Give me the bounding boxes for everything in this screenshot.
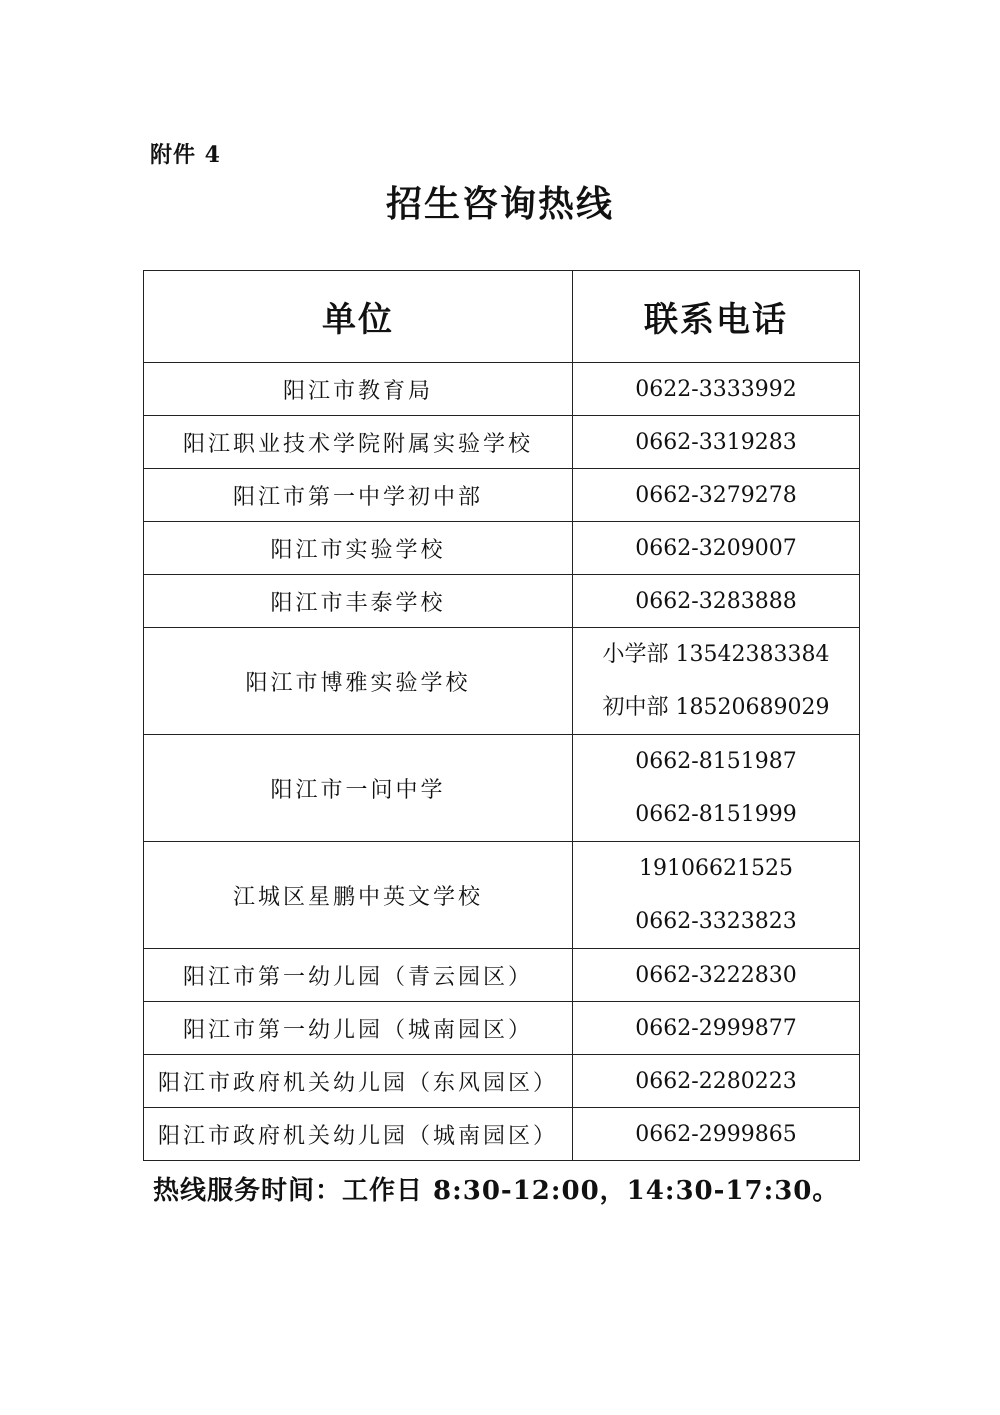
- unit-cell: 阳江市第一中学初中部: [144, 469, 573, 522]
- phone-line: 小学部 13542383384: [602, 642, 830, 667]
- unit-cell: 阳江市教育局: [144, 363, 573, 416]
- phone-line: 0662-3323823: [635, 909, 797, 934]
- column-header-unit: 单位: [144, 271, 573, 363]
- table-row: [144, 363, 860, 416]
- table-row: [144, 842, 860, 949]
- unit-cell: 阳江职业技术学院附属实验学校: [144, 416, 573, 469]
- table-header-row: [144, 271, 860, 363]
- phone-cell: 0662-2999865: [573, 1108, 860, 1161]
- column-header-phone: 联系电话: [573, 271, 860, 363]
- unit-cell: 阳江市一问中学: [144, 735, 573, 842]
- table-row: [144, 1002, 860, 1055]
- unit-cell: 阳江市博雅实验学校: [144, 628, 573, 735]
- table-row: [144, 416, 860, 469]
- table-row: [144, 1108, 860, 1161]
- document-title: 招生咨询热线: [385, 183, 614, 225]
- phone-cell: 0662-2999877: [573, 1002, 860, 1055]
- unit-cell: 阳江市第一幼儿园（青云园区）: [144, 949, 573, 1002]
- unit-cell: 阳江市第一幼儿园（城南园区）: [144, 1002, 573, 1055]
- phone-line: 0662-8151987: [635, 749, 797, 774]
- service-hours-note: 热线服务时间：工作日 8:30-12:00，14:30-17:30。: [153, 1176, 840, 1206]
- phone-line: 19106621525: [639, 856, 793, 881]
- phone-cell: [573, 628, 860, 735]
- phone-cell: 0662-3222830: [573, 949, 860, 1002]
- phone-cell: 0622-3333992: [573, 363, 860, 416]
- phone-cell: 0662-3209007: [573, 522, 860, 575]
- table-row: [144, 575, 860, 628]
- unit-cell: 江城区星鹏中英文学校: [144, 842, 573, 949]
- table-row: [144, 735, 860, 842]
- phone-cell: 0662-3279278: [573, 469, 860, 522]
- table-row: [144, 1055, 860, 1108]
- unit-cell: 阳江市政府机关幼儿园（城南园区）: [144, 1108, 573, 1161]
- unit-cell: 阳江市丰泰学校: [144, 575, 573, 628]
- phone-cell: 0662-3283888: [573, 575, 860, 628]
- table-row: [144, 522, 860, 575]
- phone-cell: 0662-2280223: [573, 1055, 860, 1108]
- phone-line: 初中部 18520689029: [602, 695, 830, 720]
- phone-cell: [573, 842, 860, 949]
- phone-cell: 0662-3319283: [573, 416, 860, 469]
- unit-cell: 阳江市实验学校: [144, 522, 573, 575]
- table-row: [144, 949, 860, 1002]
- attachment-label: 附件 4: [150, 142, 221, 168]
- table-row: [144, 628, 860, 735]
- table-row: [144, 469, 860, 522]
- hotline-table: [143, 270, 860, 1161]
- phone-cell: [573, 735, 860, 842]
- phone-line: 0662-8151999: [635, 802, 797, 827]
- unit-cell: 阳江市政府机关幼儿园（东风园区）: [144, 1055, 573, 1108]
